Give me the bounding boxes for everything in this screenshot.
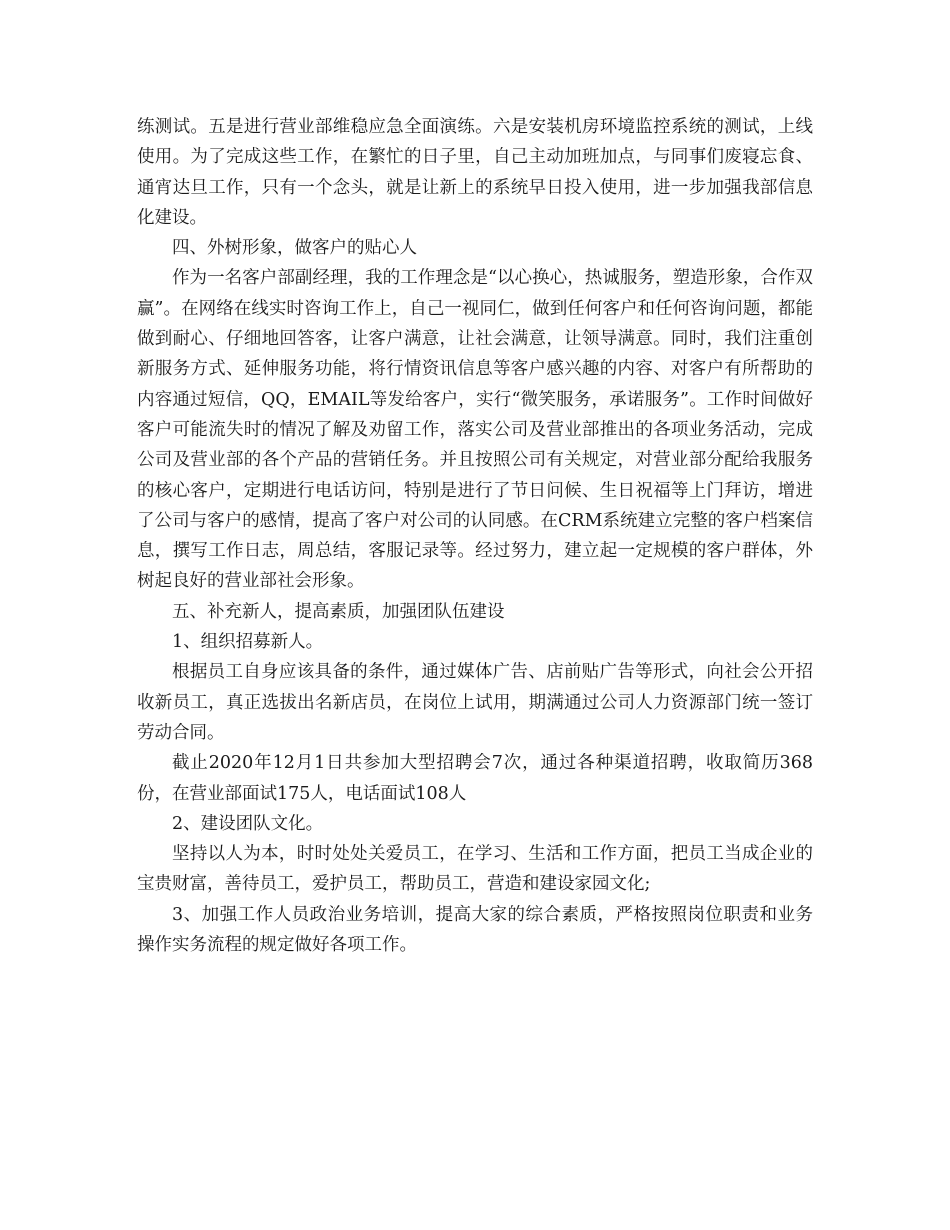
subheading-recruit: 1、组织招募新人。 bbox=[172, 632, 324, 653]
paragraph-recruit-method: 根据员工自身应该具备的条件，通过媒体广告、店前贴广告等形式，向社会公开招收新员工，真正选拔出名新店员，在岗位上试用，期满通过公司人力资源部门统一签订劳动合同。 bbox=[137, 662, 813, 743]
paragraph-customer-service: 作为一名客户部副经理，我的工作理念是“以心换心，热诚服务，塑造形象，合作双赢”。在网络在线实时咨询工作上，自己一视同仁，做到任何客户和任何咨询问题，都能做到耐心、仔细地回答客，让客户满意，让社会满意，让领导满意。同时，我们注重创新服务方式、延伸服务功能，将行情资讯信息等客户感兴趣的内容、对客户有所帮助的内容通过短信，QQ，EMAIL等发给客户，实行“微笑服务，承诺服务”。工作时间做好客户可能流失时的情况了解及劝留工作，落实公司及营业部推出的各项业务活动，完成公司及营业部的各个产品的营销任务。并且按照公司有关规定，对营业部分配给我服务的核心客户，定期进行电话访问，特别是进行了节日问候、生日祝福等上门拜访，增进了公司与客户的感情，提高了客户对公司的认同感。在CRM系统建立完整的客户档案信息，撰写工作日志，周总结，客服记录等。经过努力，建立起一定规模的客户群体，外树起良好的营业部社会形象。 bbox=[137, 268, 813, 592]
paragraph-training: 3、加强工作人员政治业务培训，提高大家的综合素质，严格按照岗位职责和业务操作实务流程的规定做好各项工作。 bbox=[137, 904, 813, 956]
section-heading-four: 四、外树形象，做客户的贴心人 bbox=[172, 238, 417, 259]
document-body bbox=[137, 112, 813, 960]
subheading-team-culture: 2、建设团队文化。 bbox=[172, 813, 324, 834]
section-heading-five: 五、补充新人，提高素质，加强团队伍建设 bbox=[172, 601, 505, 622]
paragraph-team-culture: 坚持以人为本，时时处处关爱员工，在学习、生活和工作方面，把员工当成企业的宝贵财富，善待员工，爱护员工，帮助员工，营造和建设家园文化; bbox=[137, 844, 813, 895]
paragraph-continued-testing: 练测试。五是进行营业部维稳应急全面演练。六是安装机房环境监控系统的测试，上线使用。为了完成这些工作，在繁忙的日子里，自己主动加班加点，与同事们废寝忘食、通宵达旦工作，只有一个念头，就是让新上的系统早日投入使用，进一步加强我部信息化建设。 bbox=[137, 117, 813, 228]
paragraph-recruit-stats: 截止2020年12月1日共参加大型招聘会7次，通过各种渠道招聘，收取简历368份，在营业部面试175人，电话面试108人 bbox=[137, 753, 813, 804]
